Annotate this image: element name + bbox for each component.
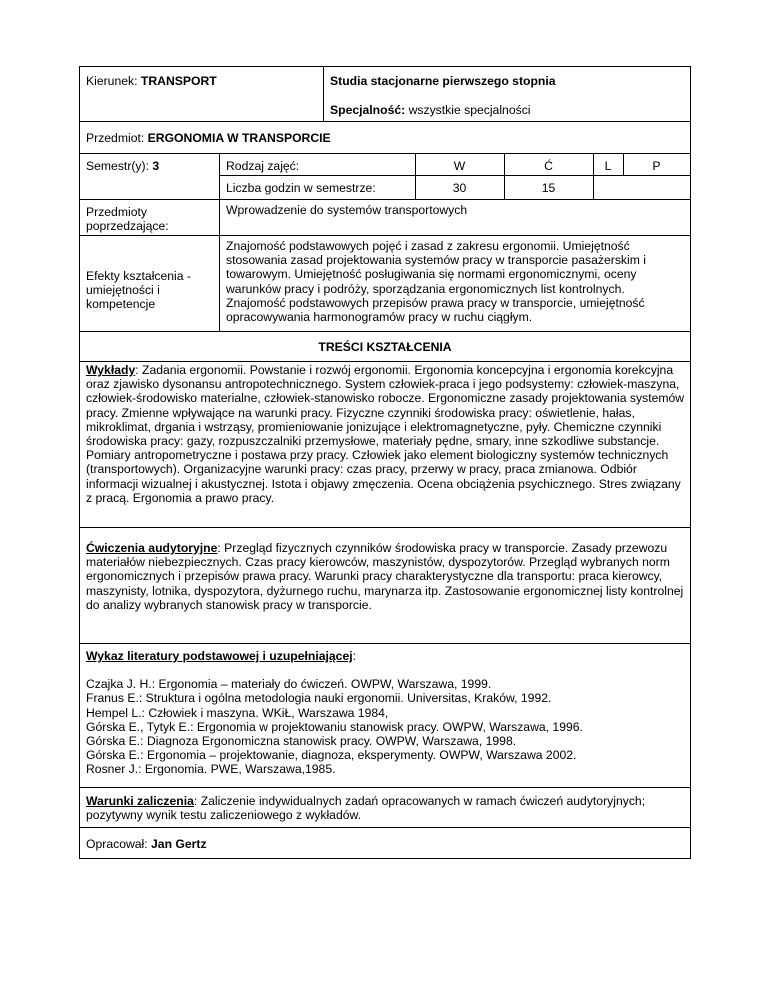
efekty-value: Znajomość podstawowych pojęć i zasad z zakresu ergonomii. Umiejętność stosowania zasad projektowania systemów pracy w transporcie pasażerskim i towarowym. Umiejętność posługiwania się normami ergonomicznymi, oceny warunków pracy i podróży, sporządzania ergonomicznych list kontrolnych. Znajomość podstawowych przepisów prawa pracy w transporcie, umiejętność opracowywania harmonogramów pracy w ruchu ciągłym. (226, 239, 646, 325)
przedmiot-field (86, 131, 686, 145)
hours-c: 15 (541, 181, 556, 195)
efekty-label: Efekty kształcenia - umiejętności i kompetencje (86, 269, 191, 312)
semestr-field (86, 159, 216, 173)
hours-w: 30 (452, 181, 467, 195)
literatura-item: Górska E., Tytyk E.: Ergonomia w projektowaniu stanowisk pracy. OWPW, Warszawa, 1996. (86, 719, 583, 734)
syllabus-table (79, 66, 691, 859)
rodzaj-label: Rodzaj zajęć: (226, 159, 300, 173)
column-l: L (604, 159, 612, 173)
liczba-label: Liczba godzin w semestrze: (226, 181, 376, 195)
literatura-section (86, 649, 688, 777)
cwiczenia-section (86, 541, 688, 612)
cwiczenia-label: Ćwiczenia audytoryjne (86, 541, 218, 555)
przedmiot-value: ERGONOMIA W TRANSPORCIE (147, 131, 331, 145)
column-p: P (652, 159, 661, 173)
warunki-text: : Zaliczenie indywidualnych zadań opracowanych w ramach ćwiczeń audytoryjnych; pozytywny wynik testu zaliczeniowego z wykładów. (86, 794, 646, 823)
tresci-heading: TREŚCI KSZTAŁCENIA (318, 340, 452, 354)
literatura-colon: : (352, 649, 357, 663)
literatura-item: Hempel L.: Człowiek i maszyna. WKiŁ, Warszawa 1984, (86, 705, 389, 720)
literatura-item: Górska E.: Diagnoza Ergonomiczna stanowisk pracy. OWPW, Warszawa, 1998. (86, 734, 517, 749)
przedmiot-label: Przedmiot: (86, 131, 145, 145)
specjalnosc-label: Specjalność: (330, 103, 406, 117)
semestr-value: 3 (152, 159, 160, 173)
literatura-item: Czajka J. H.: Ergonomia – materiały do ćwiczeń. OWPW, Warszawa, 1999. (86, 677, 492, 692)
wyklady-label: Wykłady (86, 363, 136, 377)
przedmioty-label: Przedmioty poprzedzające: (86, 205, 169, 234)
opracowal-value: Jan Gertz (151, 837, 207, 851)
syllabus-sheet (79, 66, 691, 859)
specjalnosc-value: wszystkie specjalności (408, 103, 531, 117)
kierunek-value: TRANSPORT (140, 74, 217, 88)
kierunek-field (86, 74, 320, 88)
semestr-label: Semestr(y): (86, 159, 149, 173)
warunki-label: Warunki zaliczenia (86, 794, 194, 808)
literatura-label: Wykaz literatury podstawowej i uzupełniającej (86, 649, 353, 663)
przedmioty-value: Wprowadzenie do systemów transportowych (226, 203, 468, 217)
literatura-item: Franus E.: Struktura i ogólna metodologia nauki ergonomii. Universitas, Kraków, 1992. (86, 691, 552, 706)
warunki-section (86, 794, 688, 822)
literatura-item: Rosner J.: Ergonomia. PWE, Warszawa,1985. (86, 762, 336, 777)
specjalnosc-field (330, 103, 686, 117)
cwiczenia-text: : Przegląd fizycznych czynników środowiska pracy w transporcie. Zasady przewozu materiałów niebezpiecznych. Czas pracy kierowców, maszynistów, dyspozytorów. Przegląd wybranych norm ergonomicznych i przepisów prawa pracy. Warunki pracy charakterystyczne dla transportu: praca kierowcy, maszynisty, lotnika, dyspozytora, dyżurnego ruchu, marynarza itp. Zastosowanie ergonomicznej listy kontrolnej do analizy wybranych stanowisk pracy w transporcie. (86, 541, 684, 612)
kierunek-label: Kierunek: (86, 74, 138, 88)
column-w: W (453, 159, 466, 173)
opracowal-field (86, 837, 688, 851)
literatura-item: Górska E.: Ergonomia – projektowanie, diagnoza, eksperymenty. OWPW, Warszawa 2002. (86, 748, 577, 763)
column-c: Ć (544, 159, 553, 173)
studia-type: Studia stacjonarne pierwszego stopnia (330, 74, 556, 88)
opracowal-label: Opracował: (86, 837, 148, 851)
wyklady-text: : Zadania ergonomii. Powstanie i rozwój ergonomii. Ergonomia koncepcyjna i ergonomia korekcyjna oraz zjawisko dysonansu antropotechnicznego. System człowiek-praca i jego podsystemy: człowiek-maszyna, człowiek-środowisko materialne, człowiek-stanowisko robocze. Ergonomiczne zasady projektowania systemów pracy. Zmienne wpływające na warunki pracy. Fizyczne czynniki środowiska pracy: oświetlenie, hałas, mikroklimat, drgania i wstrząsy, promieniowanie jonizujące i elektromagnetyczne, pyły. Chemiczne czynniki środowiska pracy: gazy, rozpuszczalniki przemysłowe, materiały pędne, smary, inne szkodliwe substancje. Pomiary antropometryczne i postawa przy pracy. Człowiek jako element biologiczny systemów technicznych (transportowych). Organizacyjne warunki pracy: czas pracy, przerwy w pracy, praca zmianowa. Odbiór informacji wizualnej i akustycznej. Istota i objawy zmęczenia. Ocena obciążenia psychicznego. Stres związany z pracą. Ergonomia a prawo pracy. (86, 363, 685, 505)
wyklady-section (86, 363, 688, 505)
